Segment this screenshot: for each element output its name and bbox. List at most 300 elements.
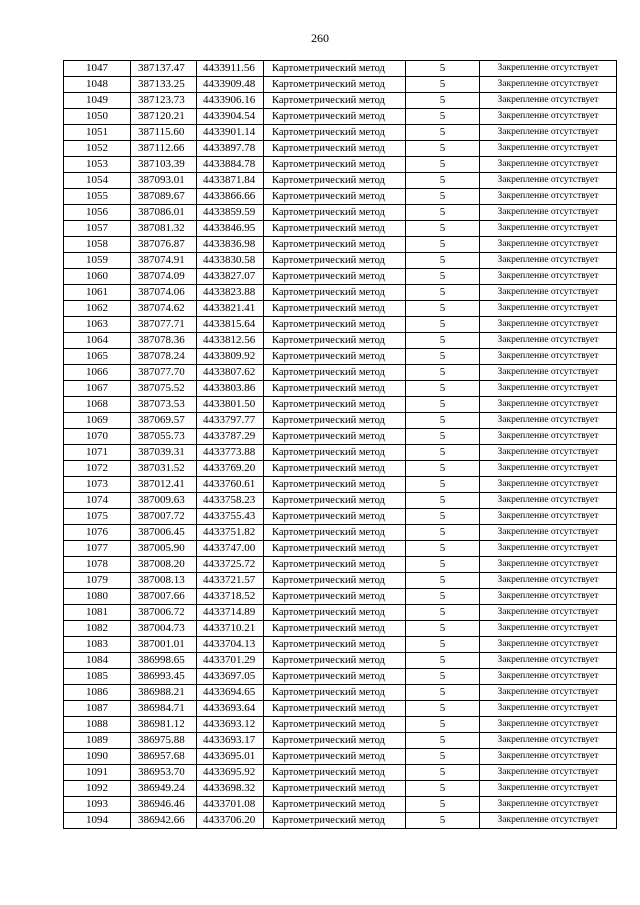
fixation-cell: Закрепление отсутствует [480, 557, 617, 573]
point-number-cell: 1061 [64, 285, 131, 301]
table-row [64, 333, 617, 349]
table-row [64, 797, 617, 813]
x-coordinate-cell: 387074.09 [131, 269, 197, 285]
method-cell: Картометрический метод [264, 637, 406, 653]
y-coordinate-cell: 4433693.64 [197, 701, 264, 717]
x-coordinate-cell: 387074.06 [131, 285, 197, 301]
fixation-cell: Закрепление отсутствует [480, 429, 617, 445]
x-coordinate-cell: 387004.73 [131, 621, 197, 637]
table-row [64, 573, 617, 589]
table-row [64, 461, 617, 477]
table-row [64, 765, 617, 781]
y-coordinate-cell: 4433803.86 [197, 381, 264, 397]
fixation-cell: Закрепление отсутствует [480, 669, 617, 685]
x-coordinate-cell: 387031.52 [131, 461, 197, 477]
table-row [64, 493, 617, 509]
fixation-cell: Закрепление отсутствует [480, 221, 617, 237]
method-cell: Картометрический метод [264, 541, 406, 557]
table-row [64, 413, 617, 429]
fixation-cell: Закрепление отсутствует [480, 781, 617, 797]
x-coordinate-cell: 387123.73 [131, 93, 197, 109]
y-coordinate-cell: 4433694.65 [197, 685, 264, 701]
fixation-cell: Закрепление отсутствует [480, 589, 617, 605]
method-cell: Картометрический метод [264, 445, 406, 461]
table-row [64, 349, 617, 365]
y-coordinate-cell: 4433693.17 [197, 733, 264, 749]
accuracy-cell: 5 [406, 509, 480, 525]
y-coordinate-cell: 4433693.12 [197, 717, 264, 733]
point-number-cell: 1062 [64, 301, 131, 317]
y-coordinate-cell: 4433721.57 [197, 573, 264, 589]
table-row [64, 429, 617, 445]
fixation-cell: Закрепление отсутствует [480, 189, 617, 205]
method-cell: Картометрический метод [264, 605, 406, 621]
point-number-cell: 1082 [64, 621, 131, 637]
fixation-cell: Закрепление отсутствует [480, 77, 617, 93]
y-coordinate-cell: 4433901.14 [197, 125, 264, 141]
table-row [64, 173, 617, 189]
fixation-cell: Закрепление отсутствует [480, 173, 617, 189]
x-coordinate-cell: 387039.31 [131, 445, 197, 461]
x-coordinate-cell: 386942.66 [131, 813, 197, 829]
x-coordinate-cell: 387077.70 [131, 365, 197, 381]
point-number-cell: 1090 [64, 749, 131, 765]
table-row [64, 685, 617, 701]
x-coordinate-cell: 386957.68 [131, 749, 197, 765]
x-coordinate-cell: 386946.46 [131, 797, 197, 813]
table-row [64, 109, 617, 125]
table-row [64, 381, 617, 397]
method-cell: Картометрический метод [264, 557, 406, 573]
y-coordinate-cell: 4433846.95 [197, 221, 264, 237]
y-coordinate-cell: 4433859.59 [197, 205, 264, 221]
accuracy-cell: 5 [406, 653, 480, 669]
x-coordinate-cell: 387078.36 [131, 333, 197, 349]
accuracy-cell: 5 [406, 605, 480, 621]
y-coordinate-cell: 4433827.07 [197, 269, 264, 285]
x-coordinate-cell: 387078.24 [131, 349, 197, 365]
y-coordinate-cell: 4433695.92 [197, 765, 264, 781]
accuracy-cell: 5 [406, 765, 480, 781]
fixation-cell: Закрепление отсутствует [480, 765, 617, 781]
method-cell: Картометрический метод [264, 589, 406, 605]
table-row [64, 749, 617, 765]
x-coordinate-cell: 387075.52 [131, 381, 197, 397]
table-row [64, 365, 617, 381]
table-row [64, 733, 617, 749]
y-coordinate-cell: 4433797.77 [197, 413, 264, 429]
table-row [64, 61, 617, 77]
fixation-cell: Закрепление отсутствует [480, 749, 617, 765]
y-coordinate-cell: 4433823.88 [197, 285, 264, 301]
point-number-cell: 1085 [64, 669, 131, 685]
y-coordinate-cell: 4433773.88 [197, 445, 264, 461]
accuracy-cell: 5 [406, 269, 480, 285]
x-coordinate-cell: 387103.39 [131, 157, 197, 173]
table-row [64, 509, 617, 525]
method-cell: Картометрический метод [264, 253, 406, 269]
point-number-cell: 1063 [64, 317, 131, 333]
y-coordinate-cell: 4433787.29 [197, 429, 264, 445]
table-row [64, 77, 617, 93]
accuracy-cell: 5 [406, 461, 480, 477]
accuracy-cell: 5 [406, 797, 480, 813]
fixation-cell: Закрепление отсутствует [480, 413, 617, 429]
y-coordinate-cell: 4433706.20 [197, 813, 264, 829]
x-coordinate-cell: 386949.24 [131, 781, 197, 797]
table-row [64, 253, 617, 269]
accuracy-cell: 5 [406, 733, 480, 749]
accuracy-cell: 5 [406, 237, 480, 253]
table-row [64, 621, 617, 637]
x-coordinate-cell: 387076.87 [131, 237, 197, 253]
y-coordinate-cell: 4433897.78 [197, 141, 264, 157]
table-row [64, 653, 617, 669]
method-cell: Картометрический метод [264, 381, 406, 397]
point-number-cell: 1077 [64, 541, 131, 557]
point-number-cell: 1088 [64, 717, 131, 733]
y-coordinate-cell: 4433809.92 [197, 349, 264, 365]
x-coordinate-cell: 387055.73 [131, 429, 197, 445]
x-coordinate-cell: 387007.72 [131, 509, 197, 525]
table-row [64, 589, 617, 605]
point-number-cell: 1093 [64, 797, 131, 813]
method-cell: Картометрический метод [264, 269, 406, 285]
y-coordinate-cell: 4433758.23 [197, 493, 264, 509]
accuracy-cell: 5 [406, 285, 480, 301]
y-coordinate-cell: 4433704.13 [197, 637, 264, 653]
point-number-cell: 1050 [64, 109, 131, 125]
table-row [64, 157, 617, 173]
y-coordinate-cell: 4433911.56 [197, 61, 264, 77]
table-row [64, 541, 617, 557]
point-number-cell: 1076 [64, 525, 131, 541]
table-row [64, 269, 617, 285]
accuracy-cell: 5 [406, 205, 480, 221]
fixation-cell: Закрепление отсутствует [480, 253, 617, 269]
y-coordinate-cell: 4433718.52 [197, 589, 264, 605]
method-cell: Картометрический метод [264, 93, 406, 109]
fixation-cell: Закрепление отсутствует [480, 157, 617, 173]
fixation-cell: Закрепление отсутствует [480, 301, 617, 317]
accuracy-cell: 5 [406, 429, 480, 445]
method-cell: Картометрический метод [264, 333, 406, 349]
method-cell: Картометрический метод [264, 365, 406, 381]
table-row [64, 93, 617, 109]
coordinates-table [63, 60, 617, 829]
method-cell: Картометрический метод [264, 461, 406, 477]
fixation-cell: Закрепление отсутствует [480, 205, 617, 221]
y-coordinate-cell: 4433866.66 [197, 189, 264, 205]
table-row [64, 813, 617, 829]
point-number-cell: 1070 [64, 429, 131, 445]
method-cell: Картометрический метод [264, 301, 406, 317]
fixation-cell: Закрепление отсутствует [480, 717, 617, 733]
accuracy-cell: 5 [406, 445, 480, 461]
table-row [64, 445, 617, 461]
y-coordinate-cell: 4433725.72 [197, 557, 264, 573]
fixation-cell: Закрепление отсутствует [480, 493, 617, 509]
x-coordinate-cell: 386988.21 [131, 685, 197, 701]
method-cell: Картометрический метод [264, 189, 406, 205]
method-cell: Картометрический метод [264, 477, 406, 493]
accuracy-cell: 5 [406, 317, 480, 333]
point-number-cell: 1059 [64, 253, 131, 269]
fixation-cell: Закрепление отсутствует [480, 541, 617, 557]
y-coordinate-cell: 4433695.01 [197, 749, 264, 765]
point-number-cell: 1080 [64, 589, 131, 605]
accuracy-cell: 5 [406, 77, 480, 93]
x-coordinate-cell: 387073.53 [131, 397, 197, 413]
x-coordinate-cell: 387074.91 [131, 253, 197, 269]
x-coordinate-cell: 387074.62 [131, 301, 197, 317]
point-number-cell: 1084 [64, 653, 131, 669]
y-coordinate-cell: 4433747.00 [197, 541, 264, 557]
point-number-cell: 1075 [64, 509, 131, 525]
point-number-cell: 1052 [64, 141, 131, 157]
x-coordinate-cell: 386975.88 [131, 733, 197, 749]
accuracy-cell: 5 [406, 365, 480, 381]
point-number-cell: 1066 [64, 365, 131, 381]
point-number-cell: 1083 [64, 637, 131, 653]
fixation-cell: Закрепление отсутствует [480, 733, 617, 749]
method-cell: Картометрический метод [264, 509, 406, 525]
x-coordinate-cell: 387012.41 [131, 477, 197, 493]
x-coordinate-cell: 386984.71 [131, 701, 197, 717]
fixation-cell: Закрепление отсутствует [480, 637, 617, 653]
x-coordinate-cell: 387009.63 [131, 493, 197, 509]
method-cell: Картометрический метод [264, 61, 406, 77]
accuracy-cell: 5 [406, 525, 480, 541]
fixation-cell: Закрепление отсутствует [480, 525, 617, 541]
x-coordinate-cell: 387081.32 [131, 221, 197, 237]
fixation-cell: Закрепление отсутствует [480, 365, 617, 381]
method-cell: Картометрический метод [264, 733, 406, 749]
method-cell: Картометрический метод [264, 765, 406, 781]
x-coordinate-cell: 387077.71 [131, 317, 197, 333]
table-row [64, 605, 617, 621]
y-coordinate-cell: 4433904.54 [197, 109, 264, 125]
fixation-cell: Закрепление отсутствует [480, 381, 617, 397]
point-number-cell: 1064 [64, 333, 131, 349]
point-number-cell: 1087 [64, 701, 131, 717]
page-number: 260 [311, 31, 329, 45]
point-number-cell: 1079 [64, 573, 131, 589]
point-number-cell: 1049 [64, 93, 131, 109]
point-number-cell: 1054 [64, 173, 131, 189]
accuracy-cell: 5 [406, 253, 480, 269]
y-coordinate-cell: 4433697.05 [197, 669, 264, 685]
x-coordinate-cell: 387069.57 [131, 413, 197, 429]
method-cell: Картометрический метод [264, 525, 406, 541]
x-coordinate-cell: 387120.21 [131, 109, 197, 125]
method-cell: Картометрический метод [264, 797, 406, 813]
fixation-cell: Закрепление отсутствует [480, 317, 617, 333]
accuracy-cell: 5 [406, 173, 480, 189]
fixation-cell: Закрепление отсутствует [480, 237, 617, 253]
method-cell: Картометрический метод [264, 669, 406, 685]
fixation-cell: Закрепление отсутствует [480, 477, 617, 493]
method-cell: Картометрический метод [264, 749, 406, 765]
method-cell: Картометрический метод [264, 493, 406, 509]
accuracy-cell: 5 [406, 749, 480, 765]
point-number-cell: 1086 [64, 685, 131, 701]
accuracy-cell: 5 [406, 93, 480, 109]
fixation-cell: Закрепление отсутствует [480, 573, 617, 589]
accuracy-cell: 5 [406, 413, 480, 429]
table-row [64, 189, 617, 205]
point-number-cell: 1081 [64, 605, 131, 621]
accuracy-cell: 5 [406, 557, 480, 573]
table-row [64, 397, 617, 413]
accuracy-cell: 5 [406, 813, 480, 829]
accuracy-cell: 5 [406, 493, 480, 509]
accuracy-cell: 5 [406, 701, 480, 717]
table-row [64, 205, 617, 221]
fixation-cell: Закрепление отсутствует [480, 509, 617, 525]
method-cell: Картометрический метод [264, 429, 406, 445]
y-coordinate-cell: 4433760.61 [197, 477, 264, 493]
accuracy-cell: 5 [406, 717, 480, 733]
fixation-cell: Закрепление отсутствует [480, 461, 617, 477]
accuracy-cell: 5 [406, 621, 480, 637]
y-coordinate-cell: 4433830.58 [197, 253, 264, 269]
point-number-cell: 1067 [64, 381, 131, 397]
method-cell: Картометрический метод [264, 717, 406, 733]
y-coordinate-cell: 4433821.41 [197, 301, 264, 317]
accuracy-cell: 5 [406, 109, 480, 125]
fixation-cell: Закрепление отсутствует [480, 605, 617, 621]
point-number-cell: 1058 [64, 237, 131, 253]
x-coordinate-cell: 387008.20 [131, 557, 197, 573]
x-coordinate-cell: 387008.13 [131, 573, 197, 589]
fixation-cell: Закрепление отсутствует [480, 685, 617, 701]
point-number-cell: 1089 [64, 733, 131, 749]
accuracy-cell: 5 [406, 685, 480, 701]
x-coordinate-cell: 386981.12 [131, 717, 197, 733]
method-cell: Картометрический метод [264, 653, 406, 669]
x-coordinate-cell: 386993.45 [131, 669, 197, 685]
table-row [64, 557, 617, 573]
fixation-cell: Закрепление отсутствует [480, 797, 617, 813]
accuracy-cell: 5 [406, 573, 480, 589]
fixation-cell: Закрепление отсутствует [480, 61, 617, 77]
y-coordinate-cell: 4433714.89 [197, 605, 264, 621]
table-row [64, 141, 617, 157]
table-row [64, 477, 617, 493]
y-coordinate-cell: 4433801.50 [197, 397, 264, 413]
x-coordinate-cell: 387137.47 [131, 61, 197, 77]
accuracy-cell: 5 [406, 669, 480, 685]
method-cell: Картометрический метод [264, 573, 406, 589]
fixation-cell: Закрепление отсутствует [480, 813, 617, 829]
x-coordinate-cell: 387086.01 [131, 205, 197, 221]
table-row [64, 701, 617, 717]
fixation-cell: Закрепление отсутствует [480, 125, 617, 141]
fixation-cell: Закрепление отсутствует [480, 93, 617, 109]
accuracy-cell: 5 [406, 589, 480, 605]
accuracy-cell: 5 [406, 349, 480, 365]
point-number-cell: 1094 [64, 813, 131, 829]
method-cell: Картометрический метод [264, 813, 406, 829]
x-coordinate-cell: 387089.67 [131, 189, 197, 205]
accuracy-cell: 5 [406, 381, 480, 397]
point-number-cell: 1068 [64, 397, 131, 413]
fixation-cell: Закрепление отсутствует [480, 269, 617, 285]
method-cell: Картометрический метод [264, 205, 406, 221]
x-coordinate-cell: 387133.25 [131, 77, 197, 93]
y-coordinate-cell: 4433698.32 [197, 781, 264, 797]
fixation-cell: Закрепление отсутствует [480, 621, 617, 637]
y-coordinate-cell: 4433751.82 [197, 525, 264, 541]
method-cell: Картометрический метод [264, 173, 406, 189]
method-cell: Картометрический метод [264, 157, 406, 173]
table-row [64, 317, 617, 333]
accuracy-cell: 5 [406, 333, 480, 349]
table-row [64, 525, 617, 541]
fixation-cell: Закрепление отсутствует [480, 333, 617, 349]
y-coordinate-cell: 4433701.29 [197, 653, 264, 669]
accuracy-cell: 5 [406, 781, 480, 797]
table-row [64, 285, 617, 301]
fixation-cell: Закрепление отсутствует [480, 397, 617, 413]
accuracy-cell: 5 [406, 125, 480, 141]
point-number-cell: 1056 [64, 205, 131, 221]
fixation-cell: Закрепление отсутствует [480, 109, 617, 125]
y-coordinate-cell: 4433812.56 [197, 333, 264, 349]
y-coordinate-cell: 4433871.84 [197, 173, 264, 189]
point-number-cell: 1072 [64, 461, 131, 477]
method-cell: Картометрический метод [264, 221, 406, 237]
point-number-cell: 1048 [64, 77, 131, 93]
point-number-cell: 1055 [64, 189, 131, 205]
fixation-cell: Закрепление отсутствует [480, 141, 617, 157]
method-cell: Картометрический метод [264, 125, 406, 141]
x-coordinate-cell: 387115.60 [131, 125, 197, 141]
method-cell: Картометрический метод [264, 141, 406, 157]
x-coordinate-cell: 387006.72 [131, 605, 197, 621]
y-coordinate-cell: 4433710.21 [197, 621, 264, 637]
point-number-cell: 1051 [64, 125, 131, 141]
x-coordinate-cell: 387001.01 [131, 637, 197, 653]
x-coordinate-cell: 386998.65 [131, 653, 197, 669]
method-cell: Картометрический метод [264, 685, 406, 701]
table-row [64, 781, 617, 797]
table-row [64, 717, 617, 733]
accuracy-cell: 5 [406, 221, 480, 237]
method-cell: Картометрический метод [264, 77, 406, 93]
table-row [64, 669, 617, 685]
x-coordinate-cell: 387112.66 [131, 141, 197, 157]
accuracy-cell: 5 [406, 141, 480, 157]
point-number-cell: 1065 [64, 349, 131, 365]
fixation-cell: Закрепление отсутствует [480, 445, 617, 461]
method-cell: Картометрический метод [264, 621, 406, 637]
coordinates-table-body [64, 61, 617, 829]
table-row [64, 301, 617, 317]
accuracy-cell: 5 [406, 637, 480, 653]
x-coordinate-cell: 387006.45 [131, 525, 197, 541]
y-coordinate-cell: 4433755.43 [197, 509, 264, 525]
point-number-cell: 1074 [64, 493, 131, 509]
y-coordinate-cell: 4433909.48 [197, 77, 264, 93]
method-cell: Картометрический метод [264, 285, 406, 301]
y-coordinate-cell: 4433701.08 [197, 797, 264, 813]
method-cell: Картометрический метод [264, 317, 406, 333]
y-coordinate-cell: 4433815.64 [197, 317, 264, 333]
accuracy-cell: 5 [406, 397, 480, 413]
table-row [64, 125, 617, 141]
